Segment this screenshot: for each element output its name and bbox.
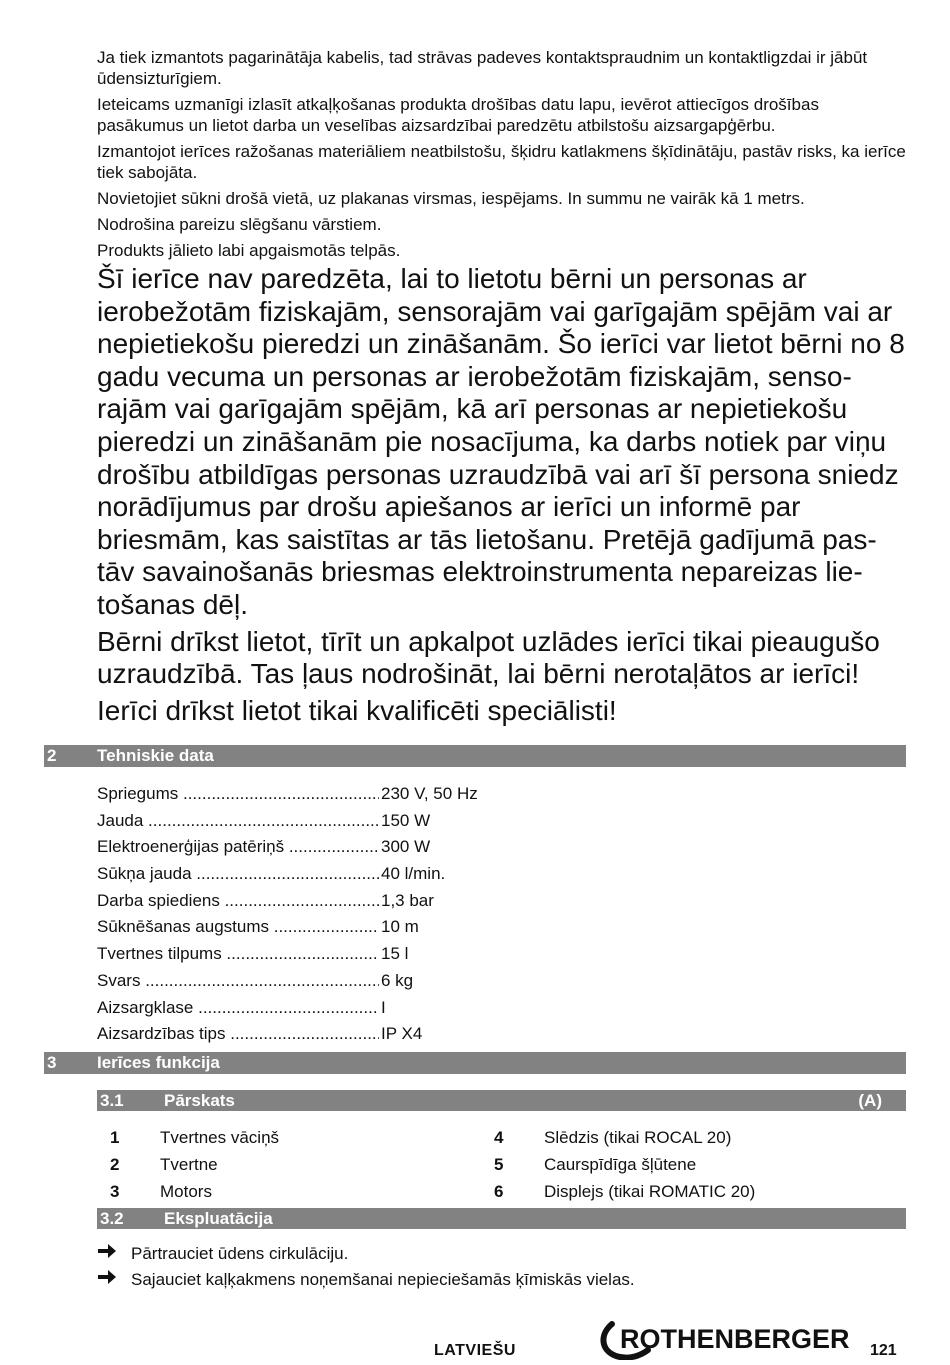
arrow-right-icon — [97, 1267, 131, 1293]
intro-text — [97, 47, 907, 731]
spec-value: 6 kg — [381, 970, 414, 990]
spec-value: 1,3 bar — [381, 890, 434, 910]
spec-label: Elektroenerģijas patēriņš ..... — [97, 834, 379, 861]
part-number: 1 — [110, 1128, 120, 1147]
warning-paragraph: Šī ierīce nav paredzēta, lai to lietotu bērni un personas ar ierobežotām fiziskajām, sensorajām vai garīgajām spējām vai ar nepietiekošu pieredzi un zināšanām. Šo ierīci var lietot bērni no 8 gadu vecuma un personas ar ierobežotām fiziskajām, senso-rajām vai garīgajām spējām, kā arī personas ar nepietiekošu pieredzi un zināšanām pie nosacījuma, ka darbs notiek par viņu drošību atbildīgas personas uzraudzībā vai arī šī persona sniedz norādījumus par drošu apiešanos ar ierīci un informē par briesmām, kas saistītas ar tās lietošanu. Pretējā gadījumā pas-tāv savainošanās briesmas elektroinstrumenta nepareizas lie-tošanas dēļ. — [97, 263, 905, 620]
paragraph: Nodrošina pareizu slēgšanu vārstiem. — [97, 215, 382, 234]
footer-language: LATVIEŠU — [434, 1342, 516, 1359]
spec-value: 10 m — [381, 917, 419, 937]
spec-table — [97, 781, 517, 1048]
section-header-2 — [44, 745, 906, 767]
instruction-text: Sajauciet kaļķakmens noņemšanai nepieciešamās ķīmiskās vielas. — [131, 1270, 635, 1289]
spec-row — [97, 1021, 517, 1048]
warning-paragraph: Ierīci drīkst lietot tikai kvalificēti speciālisti! — [97, 694, 617, 726]
spec-row — [97, 834, 517, 861]
spec-row — [97, 861, 517, 888]
section-title: Pārskats — [164, 1091, 235, 1110]
paragraph: Novietojiet sūkni drošā vietā, uz plakanas virsmas, iespējams. In summu ne vairāk kā 1 metrs. — [97, 189, 805, 208]
part-number: 6 — [494, 1182, 504, 1201]
section-number: 3.1 — [100, 1091, 124, 1110]
instruction-text: Pārtrauciet ūdens cirkulāciju. — [131, 1244, 349, 1263]
spec-label: Aizsargklase ..... — [97, 995, 379, 1022]
spec-row — [97, 781, 517, 808]
warning-paragraph: Bērni drīkst lietot, tīrīt un apkalpot uzlādes ierīci tikai pieaugušo uzraudzībā. Tas ļaus nodrošināt, lai bērni nerotaļātos ar ierīci! — [97, 625, 880, 690]
spec-value: 40 l/min. — [381, 864, 446, 884]
paragraph: Izmantojot ierīces ražošanas materiāliem neatbilstošu, šķidru katlakmens šķīdinātāju, pastāv risks, ka ierīce tiek sabojāta. — [97, 142, 906, 182]
spec-value: 300 W — [381, 837, 431, 857]
section-title: Ierīces funkcija — [97, 1053, 220, 1072]
spec-label: Aizsardzības tips ..... — [97, 1021, 379, 1048]
spec-row — [97, 808, 517, 835]
spec-label: Jauda ..... — [97, 808, 379, 835]
paragraph: Ja tiek izmantots pagarinātāja kabelis, tad strāvas padeves kontaktspraudnim un kontaktligzdai ir jābūt ūdensizturīgiem. — [97, 48, 868, 88]
paragraph: Produkts jālieto labi apgaismotās telpās. — [97, 241, 401, 260]
spec-label: Sūkņa jauda ..... — [97, 861, 379, 888]
spec-value: 15 l — [381, 944, 409, 964]
page-number: 121 — [870, 1342, 897, 1359]
section-header-3-1 — [97, 1090, 906, 1111]
section-header-3 — [44, 1052, 906, 1074]
part-label: Caurspīdīga šļūtene — [544, 1155, 697, 1174]
paragraph: Ieteicams uzmanīgi izlasīt atkaļķošanas produkta drošības datu lapu, ievērot attiecīgos drošības pasākumus un lietot darba un veselības aizsardzībai paredzētu atbilstošu aizsargapģērbu. — [97, 95, 819, 135]
spec-value: 150 W — [381, 810, 431, 830]
spec-label: Svars ..... — [97, 968, 379, 995]
spec-label: Spriegums ..... — [97, 781, 379, 808]
part-label: Tvertnes vāciņš — [160, 1128, 280, 1147]
spec-value: IP X4 — [381, 1024, 423, 1044]
spec-value: I — [381, 997, 386, 1017]
part-label: Displejs (tikai ROMATIC 20) — [544, 1182, 756, 1201]
section-number: 3.2 — [100, 1209, 124, 1228]
figure-reference: (A) — [858, 1091, 882, 1110]
spec-label: Sūknēšanas augstums ..... — [97, 914, 379, 941]
section-number: 2 — [47, 746, 57, 765]
part-number: 3 — [110, 1182, 120, 1201]
spec-value: 230 V, 50 Hz — [381, 784, 478, 803]
list-item — [97, 1241, 635, 1267]
arrow-right-icon — [97, 1241, 131, 1267]
spec-row — [97, 914, 517, 941]
spec-row — [97, 941, 517, 968]
list-item — [97, 1267, 635, 1293]
part-number: 2 — [110, 1155, 120, 1174]
section-title: Tehniskie data — [97, 746, 214, 765]
section-number: 3 — [47, 1053, 57, 1072]
part-number: 5 — [494, 1155, 504, 1174]
part-label: Motors — [160, 1182, 212, 1201]
section-header-3-2 — [97, 1208, 906, 1229]
spec-row — [97, 968, 517, 995]
part-number: 4 — [494, 1128, 504, 1147]
rothenberger-logo — [598, 1320, 858, 1360]
part-label: Tvertne — [160, 1155, 218, 1174]
section-title: Ekspluatācija — [164, 1209, 273, 1228]
brand-name: ROTHENBERGER — [620, 1324, 850, 1354]
spec-label: Tvertnes tilpums ..... — [97, 941, 379, 968]
spec-row — [97, 995, 517, 1022]
part-label: Slēdzis (tikai ROCAL 20) — [544, 1128, 732, 1147]
spec-row — [97, 888, 517, 915]
spec-label: Darba spiediens ..... — [97, 888, 379, 915]
instruction-list — [97, 1241, 635, 1293]
